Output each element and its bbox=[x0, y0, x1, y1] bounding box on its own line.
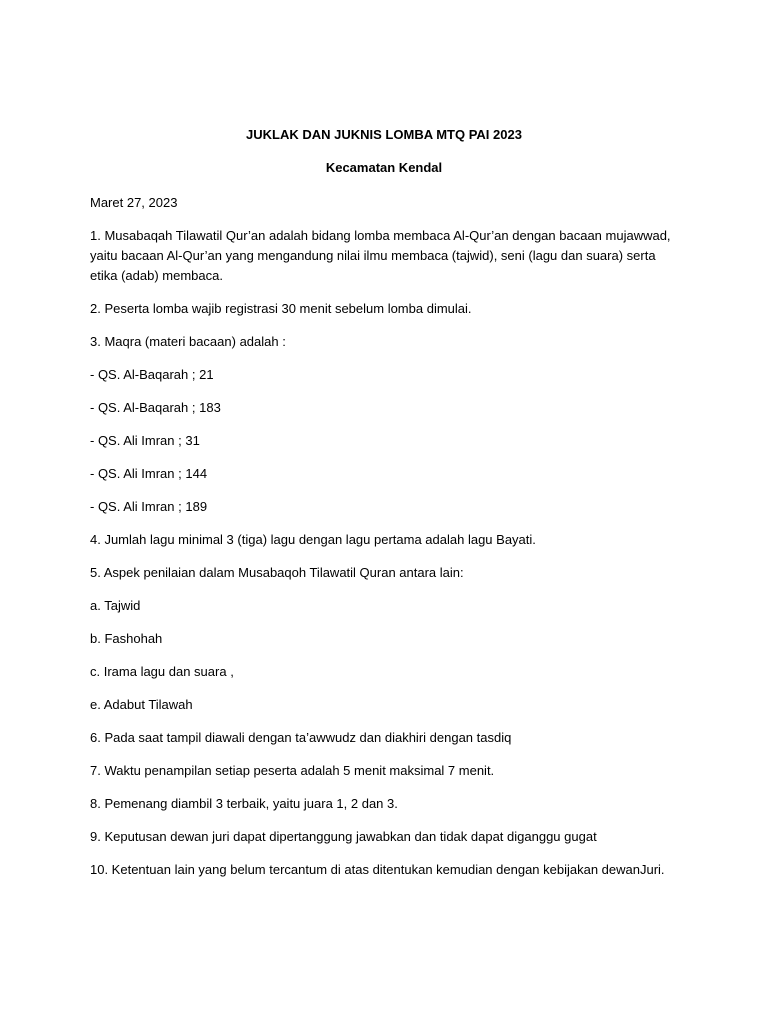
maqra-item-3: - QS. Ali Imran ; 31 bbox=[90, 433, 200, 448]
document-title: JUKLAK DAN JUKNIS LOMBA MTQ PAI 2023 bbox=[246, 127, 522, 142]
document-date: Maret 27, 2023 bbox=[90, 195, 178, 210]
document-subtitle: Kecamatan Kendal bbox=[325, 160, 443, 175]
maqra-item-2: - QS. Al-Baqarah ; 183 bbox=[90, 400, 221, 415]
paragraph-3: 3. Maqra (materi bacaan) adalah : bbox=[90, 334, 286, 349]
paragraph-8: 8. Pemenang diambil 3 terbaik, yaitu juara 1, 2 dan 3. bbox=[90, 796, 398, 811]
paragraph-6: 6. Pada saat tampil diawali dengan ta’awwudz dan diakhiri dengan tasdiq bbox=[90, 730, 512, 745]
maqra-item-5: - QS. Ali Imran ; 189 bbox=[90, 499, 208, 514]
paragraph-2: 2. Peserta lomba wajib registrasi 30 menit sebelum lomba dimulai. bbox=[90, 301, 472, 316]
paragraph-7: 7. Waktu penampilan setiap peserta adalah 5 menit maksimal 7 menit. bbox=[90, 763, 495, 778]
aspect-item-a: a. Tajwid bbox=[90, 598, 141, 613]
document-body bbox=[90, 193, 680, 893]
paragraph-5: 5. Aspek penilaian dalam Musabaqoh Tilawatil Quran antara lain: bbox=[90, 565, 464, 580]
paragraph-4: 4. Jumlah lagu minimal 3 (tiga) lagu dengan lagu pertama adalah lagu Bayati. bbox=[90, 532, 536, 547]
paragraph-9: 9. Keputusan dewan juri dapat dipertanggung jawabkan dan tidak dapat diganggu gugat bbox=[90, 829, 597, 844]
aspect-item-e: e. Adabut Tilawah bbox=[90, 697, 193, 712]
aspect-item-b: b. Fashohah bbox=[90, 631, 163, 646]
maqra-item-4: - QS. Ali Imran ; 144 bbox=[90, 466, 208, 481]
aspect-item-c: c. Irama lagu dan suara , bbox=[90, 664, 234, 679]
paragraph-10: 10. Ketentuan lain yang belum tercantum di atas ditentukan kemudian dengan kebijakan dewanJuri. bbox=[90, 862, 665, 877]
maqra-item-1: - QS. Al-Baqarah ; 21 bbox=[90, 367, 214, 382]
paragraph-1: 1. Musabaqah Tilawatil Qur’an adalah bidang lomba membaca Al-Qur’an dengan bacaan mujawwad, yaitu bacaan Al-Qur’an yang mengandung nilai ilmu membaca (tajwid), seni (lagu dan suara) serta etika (adab) membaca. bbox=[90, 228, 671, 283]
